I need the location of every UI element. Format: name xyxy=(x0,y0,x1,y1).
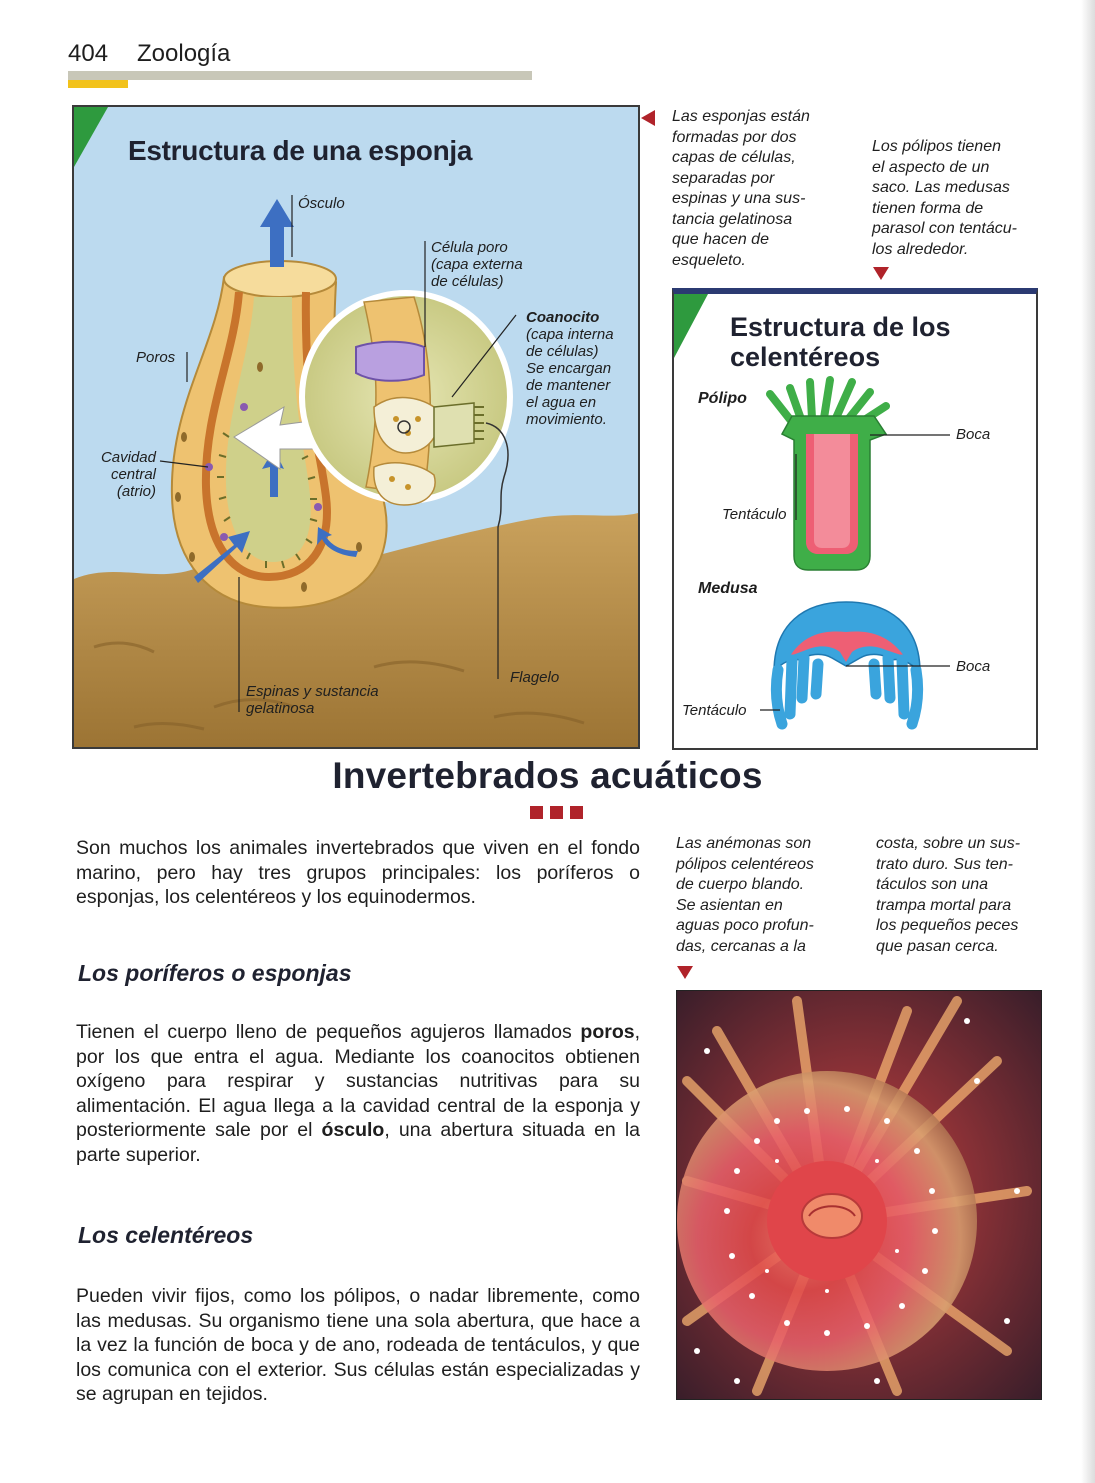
label-coanocito: Coanocito (capa interna de células) Se encargan de mantener el agua en movimiento. xyxy=(526,309,614,428)
sponge-figure-title: Estructura de una esponja xyxy=(128,135,473,166)
label-osculo: Ósculo xyxy=(298,195,345,212)
label-celula-poro: Célula poro (capa externa de células) xyxy=(431,239,523,290)
heading-poriferos: Los poríferos o esponjas xyxy=(78,960,352,986)
label-tentaculo-medusa: Tentáculo xyxy=(682,702,747,719)
intro-paragraph: Son muchos los animales invertebrados que viven en el fondo marino, pero hay tres grupos principales: los poríferos o esponjas, los celentéreos y los equinodermos. xyxy=(76,837,640,908)
title-decoration-square xyxy=(530,806,543,819)
caption-anemone-col2: costa, sobre un sus- trato duro. Sus ten- táculos son una trampa mortal para los pequeños peces que pasan cerca. xyxy=(876,835,1021,955)
title-decoration-square xyxy=(570,806,583,819)
page-number: 404 xyxy=(68,40,109,67)
anemone-photo xyxy=(676,990,1042,1400)
label-boca-polipo: Boca xyxy=(956,426,991,443)
sponge-figure xyxy=(72,105,640,749)
section-name: Zoología xyxy=(137,40,231,67)
header-rule xyxy=(68,71,532,80)
label-boca-medusa: Boca xyxy=(956,658,991,675)
anemone-image xyxy=(677,991,1041,1399)
caption-anemone-col1: Las anémonas son pólipos celentéreos de cuerpo blando. Se asientan en aguas poco profun- das, cercanas a la xyxy=(676,835,814,955)
term-poros: poros xyxy=(580,1021,635,1043)
page-title: Invertebrados acuáticos xyxy=(332,755,763,796)
label-medusa: Medusa xyxy=(698,580,758,597)
celenteros-paragraph: Pueden vivir fijos, como los pólipos, o nadar libremente, como las medusas. Su organismo tiene una sola abertura, que hace a la vez la función de boca y de ano, rodeada de tentáculos, y que los comunica con el exterior. Sus células están especializadas y se agrupan en tejidos. xyxy=(76,1285,640,1405)
celenteros-figure-title: Estructura de los celentéreos xyxy=(730,312,951,372)
title-decoration-square xyxy=(550,806,563,819)
caption-pointer-down xyxy=(677,966,693,979)
page-edge-shadow xyxy=(1081,0,1095,1483)
term-osculo: ósculo xyxy=(321,1119,385,1141)
caption-pointer-down xyxy=(873,267,889,280)
heading-celenteros: Los celentéreos xyxy=(78,1222,254,1248)
caption-polyp: Los pólipos tienen el aspecto de un saco. Las medusas tienen forma de parasol con tentácu- los alrededor. xyxy=(872,138,1017,258)
label-espinas: Espinas y sustancia gelatinosa xyxy=(246,683,379,717)
caption-pointer-left xyxy=(641,110,655,126)
label-poros: Poros xyxy=(136,349,176,366)
label-tentaculo-polipo: Tentáculo xyxy=(722,506,787,523)
caption-sponge: Las esponjas están formadas por dos capas de células, separadas por espinas y una sus- tancia gelatinosa que hacen de esqueleto. xyxy=(672,108,810,269)
celenteros-figure xyxy=(672,288,1038,750)
label-cavidad: Cavidad central (atrio) xyxy=(100,449,156,500)
label-flagelo: Flagelo xyxy=(510,669,560,686)
poriferos-paragraph: Tienen el cuerpo lleno de pequeños agujeros llamados poros, por los que entra el agua. Mediante los coanocitos obtienen oxígeno para respirar y sustancias nutritivas para su alimentación. El agua llega a la cavidad central de la esponja y posteriormente sale por el ósculo, una abertura situada en la parte superior. xyxy=(76,1021,641,1166)
label-polipo: Pólipo xyxy=(698,390,747,407)
header-accent xyxy=(68,80,128,88)
